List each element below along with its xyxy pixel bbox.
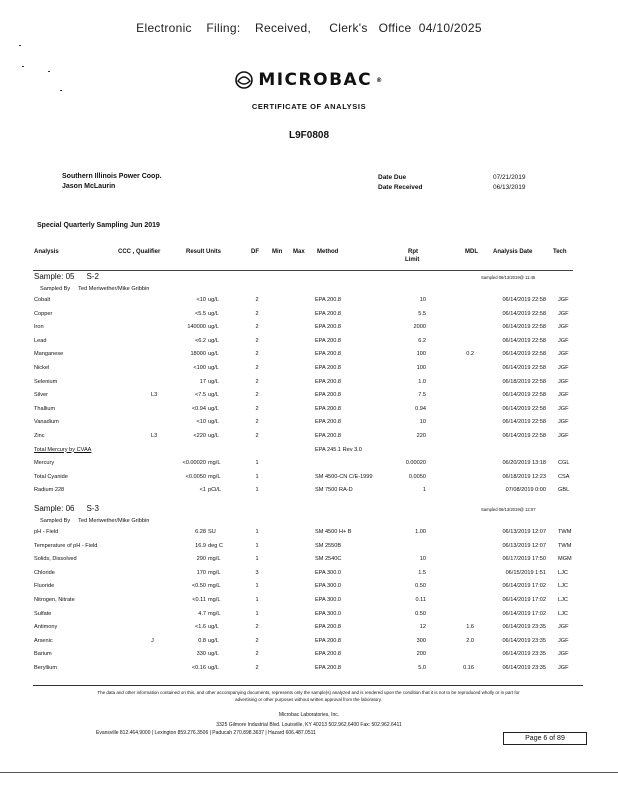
analysis-date: 06/17/2019 17:50 <box>502 556 546 563</box>
table-row <box>0 543 618 554</box>
technician: CSA <box>558 473 570 480</box>
dilution-factor: 2 <box>255 405 259 412</box>
result-value: <0.94 <box>191 405 206 412</box>
scan-speck <box>19 45 21 46</box>
reporting-limit: 0.50 <box>415 610 426 617</box>
sample-id: S-3 <box>86 504 99 513</box>
method: EPA 200.8 <box>315 392 342 399</box>
result-value: <0.00020 <box>182 460 206 467</box>
sample-number: Sample: 05 <box>34 272 75 281</box>
table-row <box>0 556 618 567</box>
scan-speck <box>22 66 24 67</box>
header-df: DF <box>251 249 259 255</box>
logo-area <box>0 70 618 95</box>
technician: JGF <box>558 378 569 385</box>
table-row <box>0 351 618 362</box>
microbac-logo-icon <box>234 70 254 90</box>
analysis-name: Vanadium <box>34 419 59 426</box>
date-received-label: Date Received <box>378 184 423 191</box>
dilution-factor: 2 <box>255 665 259 671</box>
technician: JGF <box>558 665 569 671</box>
analysis-date: 06/14/2019 17:02 <box>502 597 546 603</box>
method: SM 7500 RA-D <box>315 487 353 494</box>
result-value: <0.0050 <box>185 473 206 480</box>
analysis-date: 06/14/2019 22:58 <box>502 351 546 358</box>
method: EPA 200.8 <box>315 433 342 439</box>
analysis-name: Fluoride <box>34 583 55 590</box>
certificate-title: CERTIFICATE OF ANALYSIS <box>251 102 367 111</box>
table-header <box>0 249 618 271</box>
method: EPA 200.8 <box>315 405 342 412</box>
method: EPA 300.0 <box>315 597 342 603</box>
reporting-limit: 5.5 <box>418 310 426 317</box>
analysis-name: Iron <box>34 324 44 331</box>
result-value: 170 <box>196 569 206 576</box>
method: SM 2540C <box>315 556 342 563</box>
mdl-value: 0.16 <box>463 665 474 671</box>
table-row <box>0 419 618 430</box>
header-max: Max <box>293 249 305 255</box>
method: EPA 200.8 <box>315 665 342 671</box>
technician: JGF <box>558 365 569 371</box>
analysis-date: 06/13/2019 12:07 <box>502 529 546 535</box>
result-units: ug/L <box>208 637 219 644</box>
reporting-limit: 10 <box>419 419 426 426</box>
registered-mark: ® <box>376 76 384 84</box>
analysis-name: Selenium <box>34 378 58 385</box>
dilution-factor: 1 <box>255 556 259 563</box>
result-units: ug/L <box>208 351 219 358</box>
dilution-factor: 2 <box>255 324 259 331</box>
result-units: ug/L <box>208 405 219 412</box>
sampled-by <box>40 518 149 524</box>
method: EPA 300.0 <box>315 610 342 617</box>
analysis-date: 06/14/2019 22:58 <box>502 405 546 412</box>
reporting-limit: 100 <box>416 351 426 358</box>
dilution-factor: 2 <box>255 351 259 358</box>
technician: TWM <box>558 529 572 535</box>
mdl-value: 1.6 <box>466 624 474 631</box>
result-value: 140000 <box>187 324 206 331</box>
result-units: mg/L <box>208 569 221 576</box>
result-units: ug/L <box>208 665 219 671</box>
date-due-row <box>378 173 526 183</box>
analysis-date: 06/20/2019 13:18 <box>502 460 546 467</box>
method: EPA 300.0 <box>315 569 342 576</box>
analysis-name: Zinc <box>34 433 45 439</box>
result-units: pCi/L <box>208 487 222 494</box>
table-row <box>0 297 618 308</box>
analysis-date: 06/18/2019 12:23 <box>502 473 546 480</box>
table-row <box>0 324 618 335</box>
table-row <box>0 529 618 540</box>
table-row <box>0 338 618 349</box>
method: EPA 200.8 <box>315 297 342 303</box>
dilution-factor: 1 <box>255 529 259 535</box>
table-row <box>0 379 618 390</box>
dates-block <box>378 173 526 193</box>
analysis-date: 06/15/2019 1:51 <box>505 569 546 576</box>
analysis-date: 06/13/2019 12:07 <box>502 542 546 549</box>
result-units: ug/L <box>208 433 219 439</box>
dilution-factor: 2 <box>255 419 259 426</box>
result-value: <220 <box>193 433 206 439</box>
technician: JGF <box>558 405 569 412</box>
result-value: 290 <box>196 556 206 563</box>
lab-address: 3325 Gilmore Industrial Blvd. Louisville, KY 40213 502.962.6400 Fax: 502.962.6411 <box>216 722 402 728</box>
mdl-value: 0.2 <box>466 351 474 358</box>
method: EPA 245.1 Rev 3.0 <box>315 446 362 453</box>
header-rpt: Rpt <box>408 249 418 255</box>
header-mdl: MDL <box>465 249 478 255</box>
reporting-limit: 10 <box>419 297 426 303</box>
qualifier: L3 <box>151 433 158 439</box>
sampled-by-label: Sampled By <box>40 286 71 292</box>
technician: MGM <box>558 556 572 563</box>
bottom-rule <box>0 772 618 773</box>
technician: JGF <box>558 637 569 644</box>
analysis-date: 06/14/2019 22:58 <box>502 433 546 439</box>
reporting-limit: 5.0 <box>418 665 426 671</box>
analysis-name: Total Cyanide <box>34 473 68 480</box>
reporting-limit: 0.50 <box>415 583 426 590</box>
result-value: 0.8 <box>198 637 206 644</box>
analysis-date: 06/14/2019 23:35 <box>502 651 546 658</box>
technician: TWM <box>558 542 572 549</box>
electronic-filing-stamp: Electronic Filing: Received, Clerk's Office 04/10/2025 <box>136 21 482 35</box>
technician: GBL <box>558 487 570 494</box>
reporting-limit: 1.00 <box>415 529 426 535</box>
result-value: 18000 <box>190 351 206 358</box>
microbac-logo-text: MICROBAC <box>258 70 373 90</box>
reporting-limit: 1.0 <box>418 378 426 385</box>
client-name: Southern Illinois Power Coop. <box>62 173 162 180</box>
result-units: deg C <box>208 542 223 549</box>
analysis-name: Silver <box>34 392 48 399</box>
analysis-name: Nitrogen, Nitrate <box>34 597 75 603</box>
table-row <box>0 570 618 581</box>
result-units: SU <box>208 529 216 535</box>
analysis-name: Thallium <box>34 405 56 412</box>
sample-label <box>34 504 99 513</box>
sampled-datetime: Sampled 06/13/2019@ 12:07 <box>481 507 536 512</box>
analysis-date: 06/14/2019 23:35 <box>502 665 546 671</box>
analysis-name: Solids, Dissolved <box>34 556 77 563</box>
technician: JGF <box>558 419 569 426</box>
table-row <box>0 474 618 485</box>
table-row <box>0 651 618 662</box>
dilution-factor: 1 <box>255 610 259 617</box>
qualifier: J <box>151 637 154 644</box>
dilution-factor: 1 <box>255 583 259 590</box>
analysis-name: Arsenic <box>34 637 53 644</box>
result-units: mg/L <box>208 473 221 480</box>
analysis-date: 06/14/2019 22:58 <box>502 310 546 317</box>
result-units: ug/L <box>208 651 219 658</box>
analysis-name: Cobalt <box>34 297 51 303</box>
result-units: ug/L <box>208 392 219 399</box>
result-units: ug/L <box>208 324 219 331</box>
dilution-factor: 1 <box>255 487 259 494</box>
technician: JGF <box>558 624 569 631</box>
result-units: ug/L <box>208 419 219 426</box>
reporting-limit: 12 <box>419 624 426 631</box>
result-value: <10 <box>196 297 206 303</box>
result-value: <0.50 <box>191 583 206 590</box>
client-block <box>62 172 162 192</box>
analysis-name: Radium 228 <box>34 487 65 494</box>
table-row <box>0 624 618 635</box>
reporting-limit: 220 <box>416 433 426 439</box>
header-tech: Tech <box>553 249 567 255</box>
analysis-name: Mercury <box>34 460 55 467</box>
result-value: <0.16 <box>191 665 206 671</box>
analysis-date: 06/14/2019 22:58 <box>502 324 546 331</box>
reporting-limit: 100 <box>416 365 426 371</box>
analysis-name: Temperature of pH - Field <box>34 542 98 549</box>
method: EPA 200.8 <box>315 351 342 358</box>
reporting-limit: 0.0050 <box>408 473 426 480</box>
result-value: 16.9 <box>195 542 206 549</box>
analysis-date: 07/08/2019 0:00 <box>505 487 546 494</box>
analysis-date: 06/14/2019 23:35 <box>502 637 546 644</box>
date-due-label: Date Due <box>378 174 407 181</box>
analysis-name: Copper <box>34 310 53 317</box>
reporting-limit: 0.94 <box>415 405 426 412</box>
technician: JGF <box>558 351 569 358</box>
result-units: ug/L <box>208 337 219 344</box>
result-units: mg/L <box>208 610 221 617</box>
method: EPA 200.8 <box>315 337 342 344</box>
result-units: ug/L <box>208 365 219 371</box>
sampled-by-label: Sampled By <box>40 518 71 524</box>
analysis-name: Beryllium <box>34 665 58 671</box>
header-divider <box>33 270 573 271</box>
technician: LJC <box>558 597 568 603</box>
table-row <box>0 365 618 376</box>
result-units: ug/L <box>208 310 219 317</box>
dilution-factor: 2 <box>255 624 259 631</box>
table-row <box>0 583 618 594</box>
dilution-factor: 1 <box>255 460 259 467</box>
client-contact: Jason McLaurin <box>62 183 116 190</box>
result-value: <100 <box>193 365 206 371</box>
technician: JGF <box>558 324 569 331</box>
method: EPA 200.8 <box>315 365 342 371</box>
sample-label <box>34 272 99 281</box>
table-row <box>0 392 618 403</box>
method: SM 4500 H+ B <box>315 529 352 535</box>
dilution-factor: 1 <box>255 473 259 480</box>
sampled-by-names: Ted Meriwether/Mike Gribbin <box>78 518 150 524</box>
method: EPA 200.8 <box>315 419 342 426</box>
table-row <box>0 433 618 444</box>
result-value: <1 <box>199 487 206 494</box>
result-value: 4.7 <box>198 610 206 617</box>
technician: CGL <box>558 460 570 467</box>
technician: LJC <box>558 610 568 617</box>
analysis-name: pH - Field <box>34 529 59 535</box>
result-units: mg/L <box>208 556 221 563</box>
result-value: <1.6 <box>194 624 206 631</box>
analysis-name: Total Mercury by CVAA <box>34 446 92 453</box>
work-order-number: L9F0808 <box>288 130 330 141</box>
reporting-limit: 6.2 <box>418 337 426 344</box>
technician: JGF <box>558 310 569 317</box>
table-row <box>0 311 618 322</box>
result-value: <7.5 <box>194 392 206 399</box>
result-value: 17 <box>199 378 206 385</box>
dilution-factor: 2 <box>255 637 259 644</box>
analysis-name: Nickel <box>34 365 50 371</box>
method: SM 2550B <box>315 542 342 549</box>
analysis-date: 06/14/2019 17:02 <box>502 583 546 590</box>
reporting-limit: 2000 <box>413 324 426 331</box>
header-min: Min <box>272 249 283 255</box>
dilution-factor: 2 <box>255 297 259 303</box>
table-row <box>0 447 618 458</box>
dilution-factor: 3 <box>255 569 259 576</box>
header-qualifier: CCC , Qualifier <box>118 249 161 255</box>
mdl-value: 2.0 <box>466 637 474 644</box>
dilution-factor: 2 <box>255 433 259 439</box>
header-method: Method <box>317 249 339 255</box>
analysis-name: Sulfate <box>34 610 52 617</box>
result-units: ug/L <box>208 378 219 385</box>
table-row <box>0 611 618 622</box>
dilution-factor: 2 <box>255 378 259 385</box>
result-value: 330 <box>196 651 206 658</box>
reporting-limit: 0.11 <box>415 597 426 603</box>
dilution-factor: 2 <box>255 392 259 399</box>
lab-phones: Evansville 812.464.9000 | Lexington 859.276.3506 | Paducah 270.898.3637 | Hazard 606.487.0511 <box>96 730 316 736</box>
lab-name: Microbac Laboratories, Inc. <box>278 712 340 718</box>
date-received-value: 06/13/2019 <box>493 184 526 191</box>
header-analysis-date: Analysis Date <box>493 249 533 255</box>
method: EPA 200.8 <box>315 378 342 385</box>
reporting-limit: 1.5 <box>418 569 426 576</box>
dilution-factor: 1 <box>255 597 259 603</box>
table-row <box>0 460 618 471</box>
dilution-factor: 2 <box>255 651 259 658</box>
analysis-date: 06/14/2019 22:58 <box>502 365 546 371</box>
method: EPA 300.0 <box>315 583 342 590</box>
footer-divider <box>33 685 583 686</box>
dilution-factor: 1 <box>255 542 259 549</box>
technician: JGF <box>558 651 569 658</box>
analysis-date: 06/14/2019 22:58 <box>502 419 546 426</box>
result-value: 6.28 <box>195 529 206 535</box>
result-units: mg/L <box>208 583 221 590</box>
header-result-units: Result Units <box>186 249 222 255</box>
sampled-by-names: Ted Meriwether/Mike Gribbin <box>78 286 150 292</box>
result-value: <0.11 <box>192 597 206 603</box>
result-units: mg/L <box>208 460 221 467</box>
result-value: <5.5 <box>194 310 206 317</box>
technician: LJC <box>558 569 568 576</box>
analysis-name: Barium <box>34 651 52 658</box>
method: EPA 200.8 <box>315 310 342 317</box>
analysis-date: 06/14/2019 23:35 <box>502 624 546 631</box>
sampled-by <box>40 286 149 292</box>
analysis-name: Chloride <box>34 569 55 576</box>
reporting-limit: 200 <box>416 651 426 658</box>
qualifier: L3 <box>151 392 158 399</box>
microbac-logo <box>234 70 383 90</box>
method: EPA 200.8 <box>315 637 342 644</box>
sample-id: S-2 <box>86 272 99 281</box>
technician: JGF <box>558 297 569 303</box>
reporting-limit: 10 <box>419 556 426 563</box>
project-title: Special Quarterly Sampling Jun 2019 <box>37 222 160 229</box>
result-units: ug/L <box>208 297 219 303</box>
method: EPA 200.8 <box>315 324 342 331</box>
dilution-factor: 2 <box>255 310 259 317</box>
date-due-value: 07/21/2019 <box>493 174 526 181</box>
sampled-datetime: Sampled 06/13/2019@ 11:45 <box>481 275 536 280</box>
dilution-factor: 2 <box>255 337 259 344</box>
sample-number: Sample: 06 <box>34 504 75 513</box>
method: EPA 200.8 <box>315 624 342 631</box>
date-received-row <box>378 183 526 193</box>
analysis-name: Lead <box>34 337 47 344</box>
analysis-date: 06/18/2019 22:58 <box>502 378 546 385</box>
technician: LJC <box>558 583 568 590</box>
reporting-limit: 300 <box>416 637 426 644</box>
analysis-date: 06/14/2019 22:58 <box>502 297 546 303</box>
table-row <box>0 597 618 608</box>
result-units: mg/L <box>208 597 221 603</box>
technician: JGF <box>558 433 569 439</box>
analysis-date: 06/14/2019 22:58 <box>502 337 546 344</box>
header-analysis: Analysis <box>34 249 59 255</box>
method: EPA 200.8 <box>315 651 342 658</box>
dilution-factor: 2 <box>255 365 259 371</box>
reporting-limit: 0.00020 <box>405 460 426 467</box>
scan-speck <box>60 90 62 91</box>
table-row <box>0 487 618 498</box>
scan-speck <box>48 71 50 72</box>
disclaimer-text: The data and other information contained on this, and other accompanying documents, represents only the sample(s) analyzed and is rendered upon the condition that it is not to be reproduced wholly or in part for advertising or other purposes without written approval from the laboratory. <box>97 690 520 702</box>
table-row <box>0 665 618 676</box>
header-limit: Limit <box>405 257 420 263</box>
analysis-name: Manganese <box>34 351 64 358</box>
method: SM 4500-CN C/E-1999 <box>315 473 373 480</box>
analysis-date: 06/14/2019 22:58 <box>502 392 546 399</box>
analysis-date: 06/14/2019 17:02 <box>502 610 546 617</box>
result-units: ug/L <box>208 624 219 631</box>
result-value: <6.2 <box>194 337 206 344</box>
table-row <box>0 406 618 417</box>
page-number: Page 6 of 89 <box>503 732 587 745</box>
table-row <box>0 638 618 649</box>
reporting-limit: 1 <box>422 487 426 494</box>
technician: JGF <box>558 337 569 344</box>
analysis-name: Antimony <box>34 624 58 631</box>
reporting-limit: 7.5 <box>418 392 426 399</box>
result-value: <10 <box>196 419 206 426</box>
technician: JGF <box>558 392 569 399</box>
